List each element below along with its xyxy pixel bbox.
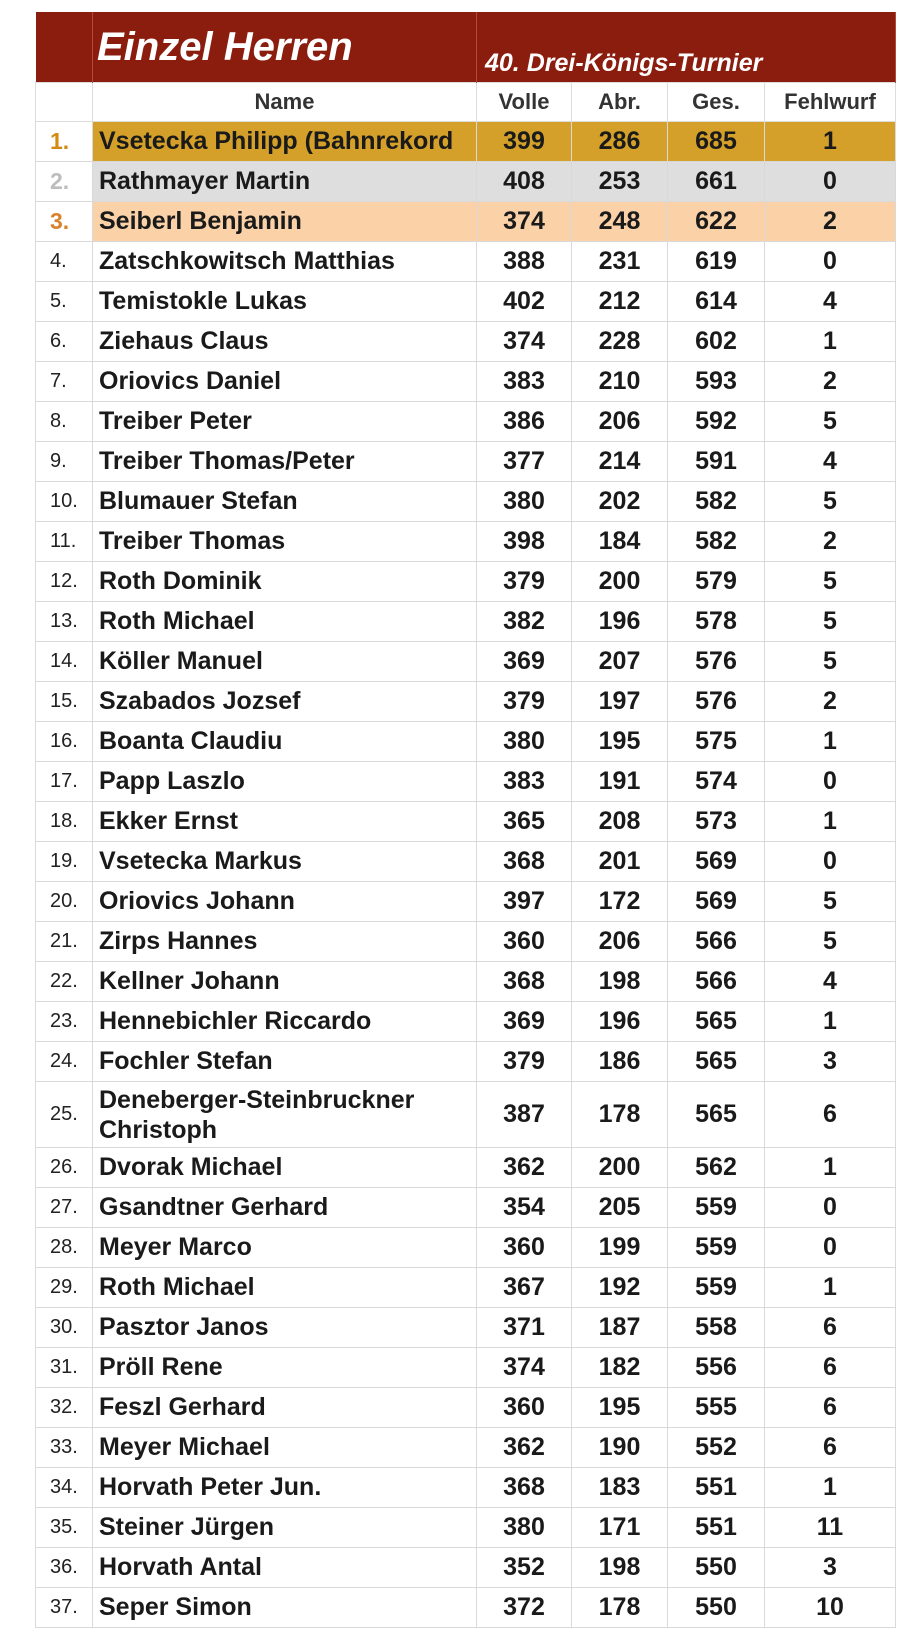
player-name: Roth Michael [93, 602, 477, 642]
player-name: Szabados Jozsef [93, 682, 477, 722]
rank-cell: 28. [36, 1228, 93, 1268]
abr-score: 198 [572, 1548, 668, 1588]
rank-cell: 6. [36, 322, 93, 362]
total-score: 569 [668, 842, 765, 882]
total-score: 602 [668, 322, 765, 362]
player-name: Zirps Hannes [93, 922, 477, 962]
table-row [36, 1548, 896, 1588]
volle-score: 374 [477, 1348, 572, 1388]
volle-score: 382 [477, 602, 572, 642]
player-name: Pasztor Janos [93, 1308, 477, 1348]
abr-score: 207 [572, 642, 668, 682]
player-name: Blumauer Stefan [93, 482, 477, 522]
total-score: 551 [668, 1468, 765, 1508]
abr-score: 195 [572, 722, 668, 762]
abr-score: 182 [572, 1348, 668, 1388]
total-score: 622 [668, 202, 765, 242]
abr-score: 205 [572, 1188, 668, 1228]
table-row [36, 1428, 896, 1468]
player-name: Roth Michael [93, 1268, 477, 1308]
total-score: 552 [668, 1428, 765, 1468]
total-score: 578 [668, 602, 765, 642]
rank-cell: 37. [36, 1588, 93, 1628]
rank-cell: 34. [36, 1468, 93, 1508]
player-name: Vsetecka Philipp (Bahnrekord [93, 122, 477, 162]
abr-score: 190 [572, 1428, 668, 1468]
rank-cell: 4. [36, 242, 93, 282]
total-score: 566 [668, 922, 765, 962]
abr-score: 196 [572, 602, 668, 642]
player-name: Oriovics Daniel [93, 362, 477, 402]
title-spacer [36, 12, 93, 83]
volle-score: 388 [477, 242, 572, 282]
volle-score: 402 [477, 282, 572, 322]
player-name: Ekker Ernst [93, 802, 477, 842]
fehlwurf-count: 5 [765, 642, 896, 682]
table-row [36, 762, 896, 802]
abr-score: 214 [572, 442, 668, 482]
volle-score: 380 [477, 722, 572, 762]
table-row [36, 482, 896, 522]
player-name: Hennebichler Riccardo [93, 1002, 477, 1042]
abr-score: 186 [572, 1042, 668, 1082]
rank-cell: 21. [36, 922, 93, 962]
fehlwurf-count: 1 [765, 322, 896, 362]
volle-score: 397 [477, 882, 572, 922]
total-score: 575 [668, 722, 765, 762]
fehlwurf-count: 4 [765, 442, 896, 482]
rank-cell: 18. [36, 802, 93, 842]
table-row [36, 402, 896, 442]
volle-score: 368 [477, 842, 572, 882]
player-name: Oriovics Johann [93, 882, 477, 922]
abr-score: 200 [572, 562, 668, 602]
player-name: Pröll Rene [93, 1348, 477, 1388]
total-score: 565 [668, 1042, 765, 1082]
fehlwurf-count: 0 [765, 762, 896, 802]
fehlwurf-count: 0 [765, 1188, 896, 1228]
fehlwurf-count: 6 [765, 1348, 896, 1388]
fehlwurf-count: 5 [765, 602, 896, 642]
abr-score: 208 [572, 802, 668, 842]
fehlwurf-count: 3 [765, 1042, 896, 1082]
table-row [36, 602, 896, 642]
player-name: Meyer Marco [93, 1228, 477, 1268]
abr-score: 183 [572, 1468, 668, 1508]
rank-cell: 32. [36, 1388, 93, 1428]
abr-score: 212 [572, 282, 668, 322]
volle-score: 367 [477, 1268, 572, 1308]
rank-cell: 23. [36, 1002, 93, 1042]
abr-score: 187 [572, 1308, 668, 1348]
total-score: 555 [668, 1388, 765, 1428]
player-name: Temistokle Lukas [93, 282, 477, 322]
total-score: 559 [668, 1228, 765, 1268]
table-row [36, 1308, 896, 1348]
table-row [36, 842, 896, 882]
table-row [36, 1268, 896, 1308]
fehlwurf-count: 2 [765, 522, 896, 562]
table-row [36, 162, 896, 202]
player-name: Steiner Jürgen [93, 1508, 477, 1548]
rank-cell: 24. [36, 1042, 93, 1082]
abr-score: 200 [572, 1148, 668, 1188]
player-name: Ziehaus Claus [93, 322, 477, 362]
player-name: Horvath Peter Jun. [93, 1468, 477, 1508]
total-score: 550 [668, 1548, 765, 1588]
volle-score: 362 [477, 1428, 572, 1468]
header-fehlwurf: Fehlwurf [765, 83, 896, 122]
fehlwurf-count: 4 [765, 962, 896, 1002]
fehlwurf-count: 1 [765, 122, 896, 162]
header-abr: Abr. [572, 83, 668, 122]
player-name: Treiber Thomas [93, 522, 477, 562]
abr-score: 286 [572, 122, 668, 162]
rank-cell: 5. [36, 282, 93, 322]
total-score: 558 [668, 1308, 765, 1348]
volle-score: 379 [477, 562, 572, 602]
total-score: 565 [668, 1002, 765, 1042]
total-score: 559 [668, 1188, 765, 1228]
player-name: Seiberl Benjamin [93, 202, 477, 242]
volle-score: 360 [477, 1228, 572, 1268]
table-row [36, 962, 896, 1002]
abr-score: 248 [572, 202, 668, 242]
page-title: Einzel Herren [93, 12, 477, 83]
total-score: 685 [668, 122, 765, 162]
total-score: 614 [668, 282, 765, 322]
volle-score: 371 [477, 1308, 572, 1348]
player-name: Vsetecka Markus [93, 842, 477, 882]
fehlwurf-count: 5 [765, 562, 896, 602]
volle-score: 362 [477, 1148, 572, 1188]
rank-cell: 35. [36, 1508, 93, 1548]
table-row [36, 1468, 896, 1508]
table-row [36, 882, 896, 922]
title-bar [36, 12, 896, 83]
total-score: 592 [668, 402, 765, 442]
abr-score: 178 [572, 1082, 668, 1148]
abr-score: 171 [572, 1508, 668, 1548]
player-name: Köller Manuel [93, 642, 477, 682]
total-score: 593 [668, 362, 765, 402]
abr-score: 206 [572, 922, 668, 962]
column-header-row [36, 83, 896, 122]
table-row [36, 1388, 896, 1428]
volle-score: 354 [477, 1188, 572, 1228]
volle-score: 372 [477, 1588, 572, 1628]
fehlwurf-count: 6 [765, 1388, 896, 1428]
rank-cell: 29. [36, 1268, 93, 1308]
volle-score: 387 [477, 1082, 572, 1148]
table-row [36, 1588, 896, 1628]
rank-cell: 33. [36, 1428, 93, 1468]
table-row [36, 922, 896, 962]
total-score: 619 [668, 242, 765, 282]
rank-cell: 1. [36, 122, 93, 162]
total-score: 551 [668, 1508, 765, 1548]
volle-score: 368 [477, 962, 572, 1002]
rank-cell: 10. [36, 482, 93, 522]
fehlwurf-count: 1 [765, 1268, 896, 1308]
volle-score: 380 [477, 1508, 572, 1548]
table-row [36, 522, 896, 562]
total-score: 562 [668, 1148, 765, 1188]
fehlwurf-count: 2 [765, 362, 896, 402]
volle-score: 365 [477, 802, 572, 842]
fehlwurf-count: 1 [765, 802, 896, 842]
fehlwurf-count: 4 [765, 282, 896, 322]
abr-score: 228 [572, 322, 668, 362]
abr-score: 191 [572, 762, 668, 802]
fehlwurf-count: 6 [765, 1428, 896, 1468]
volle-score: 408 [477, 162, 572, 202]
rank-cell: 7. [36, 362, 93, 402]
fehlwurf-count: 1 [765, 1468, 896, 1508]
tournament-subtitle: 40. Drei-Königs-Turnier [477, 12, 896, 83]
fehlwurf-count: 5 [765, 482, 896, 522]
abr-score: 231 [572, 242, 668, 282]
rank-cell: 2. [36, 162, 93, 202]
rank-cell: 11. [36, 522, 93, 562]
table-row [36, 1042, 896, 1082]
abr-score: 195 [572, 1388, 668, 1428]
table-row [36, 682, 896, 722]
results-body [36, 122, 896, 1628]
rank-cell: 12. [36, 562, 93, 602]
fehlwurf-count: 5 [765, 402, 896, 442]
volle-score: 368 [477, 1468, 572, 1508]
rank-cell: 26. [36, 1148, 93, 1188]
abr-score: 206 [572, 402, 668, 442]
total-score: 661 [668, 162, 765, 202]
total-score: 579 [668, 562, 765, 602]
abr-score: 210 [572, 362, 668, 402]
volle-score: 360 [477, 922, 572, 962]
abr-score: 172 [572, 882, 668, 922]
table-row [36, 722, 896, 762]
fehlwurf-count: 0 [765, 242, 896, 282]
abr-score: 178 [572, 1588, 668, 1628]
header-ges: Ges. [668, 83, 765, 122]
rank-cell: 13. [36, 602, 93, 642]
fehlwurf-count: 2 [765, 202, 896, 242]
player-name: Deneberger-Steinbruckner Christoph [93, 1082, 477, 1148]
abr-score: 196 [572, 1002, 668, 1042]
total-score: 591 [668, 442, 765, 482]
table-row [36, 642, 896, 682]
rank-cell: 19. [36, 842, 93, 882]
total-score: 569 [668, 882, 765, 922]
player-name: Horvath Antal [93, 1548, 477, 1588]
player-name: Rathmayer Martin [93, 162, 477, 202]
abr-score: 184 [572, 522, 668, 562]
volle-score: 369 [477, 1002, 572, 1042]
table-row [36, 122, 896, 162]
player-name: Dvorak Michael [93, 1148, 477, 1188]
rank-cell: 31. [36, 1348, 93, 1388]
rank-cell: 36. [36, 1548, 93, 1588]
rank-cell: 25. [36, 1082, 93, 1148]
rank-cell: 22. [36, 962, 93, 1002]
fehlwurf-count: 1 [765, 1002, 896, 1042]
volle-score: 377 [477, 442, 572, 482]
volle-score: 374 [477, 202, 572, 242]
volle-score: 379 [477, 682, 572, 722]
table-row [36, 1148, 896, 1188]
player-name: Feszl Gerhard [93, 1388, 477, 1428]
total-score: 573 [668, 802, 765, 842]
table-row [36, 562, 896, 602]
results-sheet [35, 12, 895, 1628]
abr-score: 197 [572, 682, 668, 722]
total-score: 556 [668, 1348, 765, 1388]
table-row [36, 442, 896, 482]
rank-cell: 17. [36, 762, 93, 802]
fehlwurf-count: 6 [765, 1308, 896, 1348]
volle-score: 398 [477, 522, 572, 562]
table-row [36, 802, 896, 842]
table-row [36, 202, 896, 242]
table-row [36, 1082, 896, 1148]
total-score: 565 [668, 1082, 765, 1148]
fehlwurf-count: 0 [765, 842, 896, 882]
player-name: Meyer Michael [93, 1428, 477, 1468]
player-name: Gsandtner Gerhard [93, 1188, 477, 1228]
abr-score: 253 [572, 162, 668, 202]
volle-score: 360 [477, 1388, 572, 1428]
abr-score: 202 [572, 482, 668, 522]
abr-score: 201 [572, 842, 668, 882]
abr-score: 198 [572, 962, 668, 1002]
volle-score: 399 [477, 122, 572, 162]
volle-score: 383 [477, 762, 572, 802]
player-name: Boanta Claudiu [93, 722, 477, 762]
total-score: 582 [668, 482, 765, 522]
table-row [36, 1348, 896, 1388]
total-score: 559 [668, 1268, 765, 1308]
volle-score: 369 [477, 642, 572, 682]
volle-score: 386 [477, 402, 572, 442]
total-score: 574 [668, 762, 765, 802]
rank-cell: 30. [36, 1308, 93, 1348]
fehlwurf-count: 11 [765, 1508, 896, 1548]
rank-cell: 9. [36, 442, 93, 482]
volle-score: 374 [477, 322, 572, 362]
table-row [36, 1508, 896, 1548]
table-row [36, 1002, 896, 1042]
fehlwurf-count: 0 [765, 1228, 896, 1268]
total-score: 576 [668, 642, 765, 682]
total-score: 550 [668, 1588, 765, 1628]
abr-score: 199 [572, 1228, 668, 1268]
rank-cell: 14. [36, 642, 93, 682]
table-row [36, 1188, 896, 1228]
player-name: Kellner Johann [93, 962, 477, 1002]
player-name: Fochler Stefan [93, 1042, 477, 1082]
fehlwurf-count: 6 [765, 1082, 896, 1148]
fehlwurf-count: 5 [765, 882, 896, 922]
total-score: 576 [668, 682, 765, 722]
fehlwurf-count: 2 [765, 682, 896, 722]
results-table [35, 12, 896, 1628]
volle-score: 383 [477, 362, 572, 402]
total-score: 566 [668, 962, 765, 1002]
fehlwurf-count: 3 [765, 1548, 896, 1588]
rank-cell: 8. [36, 402, 93, 442]
rank-cell: 3. [36, 202, 93, 242]
total-score: 582 [668, 522, 765, 562]
table-row [36, 282, 896, 322]
rank-cell: 15. [36, 682, 93, 722]
fehlwurf-count: 1 [765, 722, 896, 762]
rank-cell: 27. [36, 1188, 93, 1228]
player-name: Papp Laszlo [93, 762, 477, 802]
table-row [36, 1228, 896, 1268]
volle-score: 380 [477, 482, 572, 522]
abr-score: 192 [572, 1268, 668, 1308]
table-row [36, 242, 896, 282]
volle-score: 352 [477, 1548, 572, 1588]
fehlwurf-count: 0 [765, 162, 896, 202]
header-rank [36, 83, 93, 122]
player-name: Seper Simon [93, 1588, 477, 1628]
fehlwurf-count: 10 [765, 1588, 896, 1628]
rank-cell: 16. [36, 722, 93, 762]
fehlwurf-count: 5 [765, 922, 896, 962]
player-name: Treiber Peter [93, 402, 477, 442]
table-row [36, 322, 896, 362]
player-name: Zatschkowitsch Matthias [93, 242, 477, 282]
header-volle: Volle [477, 83, 572, 122]
table-row [36, 362, 896, 402]
fehlwurf-count: 1 [765, 1148, 896, 1188]
volle-score: 379 [477, 1042, 572, 1082]
header-name: Name [93, 83, 477, 122]
player-name: Treiber Thomas/Peter [93, 442, 477, 482]
rank-cell: 20. [36, 882, 93, 922]
player-name: Roth Dominik [93, 562, 477, 602]
